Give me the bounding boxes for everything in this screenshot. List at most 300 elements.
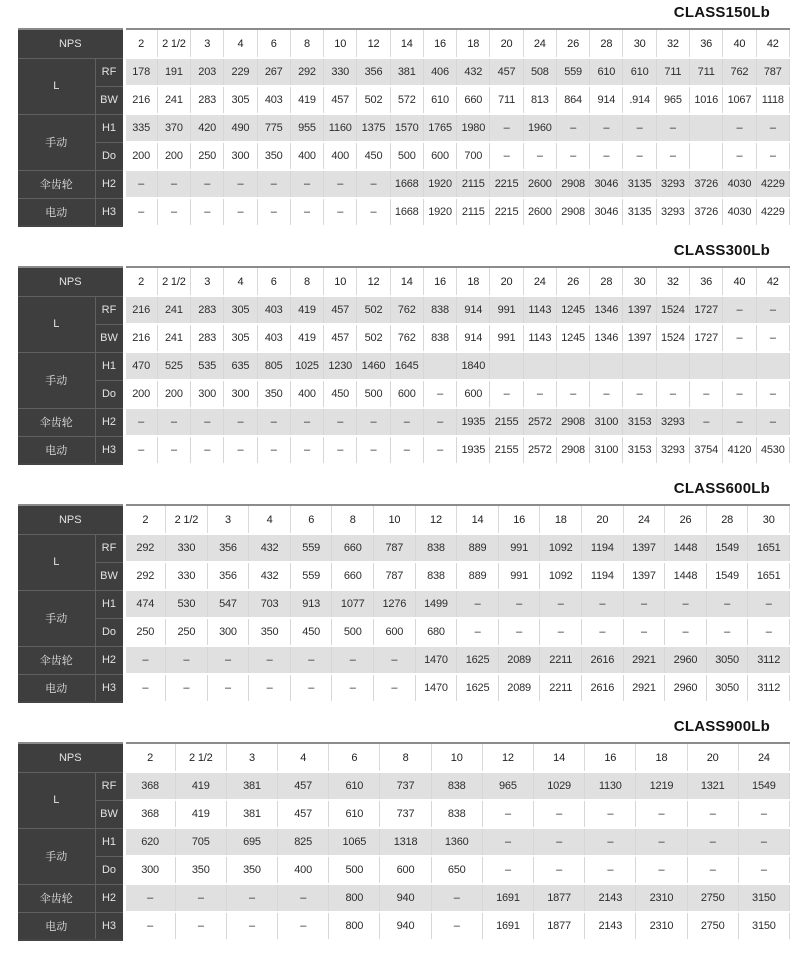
- value-cell: 381: [226, 772, 277, 800]
- value-cell: 2750: [687, 884, 738, 912]
- value-cell: –: [623, 380, 656, 408]
- value-cell: 300: [207, 618, 249, 646]
- nps-column-header: 30: [623, 267, 656, 296]
- value-cell: –: [534, 800, 585, 828]
- value-cell: 2310: [636, 912, 687, 940]
- nps-column-header: 2: [124, 505, 166, 534]
- value-cell: 762: [390, 296, 423, 324]
- value-cell: –: [723, 324, 756, 352]
- value-cell: 432: [249, 562, 291, 590]
- table-row: [18, 324, 790, 352]
- value-cell: 3293: [656, 170, 689, 198]
- value-cell: –: [623, 590, 665, 618]
- value-cell: –: [490, 380, 523, 408]
- value-cell: –: [290, 646, 332, 674]
- value-cell: 292: [124, 534, 166, 562]
- value-cell: –: [332, 674, 374, 702]
- value-cell: –: [482, 800, 533, 828]
- value-cell: [423, 352, 456, 380]
- nps-column-header: 14: [390, 29, 423, 58]
- nps-column-header: 3: [191, 267, 224, 296]
- row-group-label: 电动: [18, 912, 95, 940]
- value-cell: 450: [324, 380, 357, 408]
- value-cell: 457: [490, 58, 523, 86]
- value-cell: 502: [357, 296, 390, 324]
- value-cell: –: [585, 828, 636, 856]
- value-cell: 1219: [636, 772, 687, 800]
- value-cell: [623, 352, 656, 380]
- value-cell: 241: [157, 86, 190, 114]
- value-cell: [690, 114, 723, 142]
- value-cell: [723, 352, 756, 380]
- value-cell: 600: [457, 380, 490, 408]
- value-cell: 457: [324, 324, 357, 352]
- value-cell: 914: [457, 296, 490, 324]
- value-cell: 419: [175, 800, 226, 828]
- value-cell: 2750: [687, 912, 738, 940]
- value-cell: 1920: [423, 170, 456, 198]
- value-cell: 2908: [556, 198, 589, 226]
- table-row: [18, 828, 790, 856]
- value-cell: 1375: [357, 114, 390, 142]
- row-group-label: L: [18, 772, 95, 828]
- value-cell: 2089: [498, 646, 540, 674]
- row-sub-label: RF: [95, 772, 124, 800]
- value-cell: 547: [207, 590, 249, 618]
- value-cell: –: [706, 590, 748, 618]
- nps-column-header: 42: [756, 29, 789, 58]
- value-cell: 838: [431, 800, 482, 828]
- value-cell: 1549: [738, 772, 789, 800]
- table-row: [18, 562, 790, 590]
- value-cell: 335: [124, 114, 157, 142]
- value-cell: .914: [623, 86, 656, 114]
- nps-column-header: 40: [723, 29, 756, 58]
- value-cell: 775: [257, 114, 290, 142]
- value-cell: –: [498, 618, 540, 646]
- value-cell: 1727: [690, 324, 723, 352]
- value-cell: –: [498, 590, 540, 618]
- value-cell: 1470: [415, 674, 457, 702]
- value-cell: –: [582, 590, 624, 618]
- value-cell: –: [590, 142, 623, 170]
- value-cell: –: [390, 408, 423, 436]
- value-cell: [756, 352, 789, 380]
- value-cell: 4530: [756, 436, 789, 464]
- value-cell: –: [623, 114, 656, 142]
- value-cell: 1077: [332, 590, 374, 618]
- row-sub-label: H2: [95, 408, 124, 436]
- value-cell: 450: [290, 618, 332, 646]
- value-cell: 2211: [540, 646, 582, 674]
- value-cell: 1668: [390, 170, 423, 198]
- value-cell: 292: [124, 562, 166, 590]
- value-cell: 403: [257, 296, 290, 324]
- value-cell: 330: [324, 58, 357, 86]
- value-cell: 600: [374, 618, 416, 646]
- nps-column-header: 18: [457, 29, 490, 58]
- value-cell: 350: [226, 856, 277, 884]
- nps-column-header: 20: [490, 267, 523, 296]
- row-sub-label: Do: [95, 142, 124, 170]
- value-cell: 965: [656, 86, 689, 114]
- value-cell: –: [357, 408, 390, 436]
- value-cell: 4030: [723, 198, 756, 226]
- nps-column-header: 8: [332, 505, 374, 534]
- nps-column-header: 6: [257, 267, 290, 296]
- value-cell: 3726: [690, 170, 723, 198]
- value-cell: –: [534, 828, 585, 856]
- nps-column-header: 42: [756, 267, 789, 296]
- value-cell: 1549: [706, 534, 748, 562]
- value-cell: 2310: [636, 884, 687, 912]
- value-cell: 300: [224, 380, 257, 408]
- value-cell: 610: [329, 800, 380, 828]
- value-cell: 200: [124, 142, 157, 170]
- value-cell: 450: [357, 142, 390, 170]
- value-cell: 250: [191, 142, 224, 170]
- value-cell: –: [157, 198, 190, 226]
- value-cell: 3135: [623, 198, 656, 226]
- value-cell: 965: [482, 772, 533, 800]
- nps-column-header: 10: [431, 743, 482, 772]
- value-cell: 680: [415, 618, 457, 646]
- value-cell: 420: [191, 114, 224, 142]
- value-cell: 403: [257, 86, 290, 114]
- nps-column-header: 36: [690, 267, 723, 296]
- table-row: [18, 800, 790, 828]
- value-cell: 800: [329, 884, 380, 912]
- value-cell: 703: [249, 590, 291, 618]
- value-cell: 350: [175, 856, 226, 884]
- value-cell: –: [431, 884, 482, 912]
- value-cell: –: [423, 380, 456, 408]
- table-row: [18, 856, 790, 884]
- value-cell: –: [207, 646, 249, 674]
- row-group-label: 手动: [18, 590, 95, 646]
- nps-column-header: 3: [207, 505, 249, 534]
- table-title: CLASS150Lb: [673, 4, 770, 21]
- row-sub-label: RF: [95, 534, 124, 562]
- value-cell: 1549: [706, 562, 748, 590]
- value-cell: 3100: [590, 408, 623, 436]
- value-cell: –: [157, 170, 190, 198]
- value-cell: 1570: [390, 114, 423, 142]
- value-cell: –: [687, 800, 738, 828]
- value-cell: –: [523, 380, 556, 408]
- value-cell: 500: [390, 142, 423, 170]
- value-cell: 650: [431, 856, 482, 884]
- value-cell: 1360: [431, 828, 482, 856]
- nps-column-header: 26: [556, 267, 589, 296]
- value-cell: 502: [357, 86, 390, 114]
- value-cell: 914: [590, 86, 623, 114]
- row-sub-label: H2: [95, 884, 124, 912]
- nps-column-header: 2 1/2: [157, 267, 190, 296]
- row-group-label: 伞齿轮: [18, 884, 95, 912]
- value-cell: 474: [124, 590, 166, 618]
- row-sub-label: H1: [95, 114, 124, 142]
- value-cell: 1397: [623, 324, 656, 352]
- value-cell: 2921: [623, 646, 665, 674]
- value-cell: 2089: [498, 674, 540, 702]
- value-cell: 229: [224, 58, 257, 86]
- value-cell: –: [423, 408, 456, 436]
- value-cell: 705: [175, 828, 226, 856]
- value-cell: –: [157, 436, 190, 464]
- value-cell: –: [124, 170, 157, 198]
- value-cell: –: [191, 198, 224, 226]
- value-cell: 737: [380, 772, 431, 800]
- row-sub-label: BW: [95, 562, 124, 590]
- value-cell: –: [324, 198, 357, 226]
- nps-column-header: 36: [690, 29, 723, 58]
- value-cell: 356: [357, 58, 390, 86]
- nps-column-header: 8: [380, 743, 431, 772]
- value-cell: –: [738, 856, 789, 884]
- value-cell: 1651: [748, 562, 790, 590]
- row-group-label: 手动: [18, 828, 95, 884]
- value-cell: 1920: [423, 198, 456, 226]
- table-row: [18, 646, 790, 674]
- nps-column-header: 10: [324, 267, 357, 296]
- value-cell: 2921: [623, 674, 665, 702]
- value-cell: 200: [124, 380, 157, 408]
- value-cell: 1276: [374, 590, 416, 618]
- value-cell: 2960: [665, 674, 707, 702]
- value-cell: 1691: [482, 884, 533, 912]
- value-cell: 610: [329, 772, 380, 800]
- value-cell: –: [738, 800, 789, 828]
- nps-column-header: 3: [191, 29, 224, 58]
- value-cell: –: [656, 114, 689, 142]
- value-cell: 305: [224, 296, 257, 324]
- table-row: [18, 58, 790, 86]
- value-cell: –: [636, 856, 687, 884]
- value-cell: 2143: [585, 884, 636, 912]
- value-cell: –: [706, 618, 748, 646]
- nps-column-header: 18: [636, 743, 687, 772]
- value-cell: 991: [498, 562, 540, 590]
- value-cell: 1397: [623, 562, 665, 590]
- table-row: [18, 884, 790, 912]
- value-cell: –: [226, 912, 277, 940]
- value-cell: 838: [415, 534, 457, 562]
- value-cell: 787: [374, 562, 416, 590]
- value-cell: –: [257, 170, 290, 198]
- value-cell: 500: [357, 380, 390, 408]
- nps-column-header: 12: [482, 743, 533, 772]
- row-group-label: 伞齿轮: [18, 646, 95, 674]
- nps-column-header: 4: [278, 743, 329, 772]
- value-cell: –: [431, 912, 482, 940]
- value-cell: [590, 352, 623, 380]
- row-sub-label: RF: [95, 296, 124, 324]
- value-cell: 1321: [687, 772, 738, 800]
- nps-column-header: 2: [124, 743, 175, 772]
- value-cell: 1765: [423, 114, 456, 142]
- table-row: [18, 912, 790, 940]
- value-cell: –: [656, 142, 689, 170]
- value-cell: –: [374, 646, 416, 674]
- nps-column-header: 28: [590, 29, 623, 58]
- value-cell: 2155: [490, 408, 523, 436]
- value-cell: 3050: [706, 646, 748, 674]
- value-cell: –: [290, 408, 323, 436]
- value-cell: –: [482, 856, 533, 884]
- value-cell: 3100: [590, 436, 623, 464]
- nps-column-header: 26: [556, 29, 589, 58]
- value-cell: 200: [157, 142, 190, 170]
- value-cell: [556, 352, 589, 380]
- value-cell: –: [124, 884, 175, 912]
- value-cell: 913: [290, 590, 332, 618]
- value-cell: –: [636, 828, 687, 856]
- value-cell: 3150: [738, 912, 789, 940]
- value-cell: 700: [457, 142, 490, 170]
- value-cell: –: [636, 800, 687, 828]
- value-cell: 350: [257, 380, 290, 408]
- value-cell: 610: [423, 86, 456, 114]
- table-row: [18, 352, 790, 380]
- value-cell: –: [756, 142, 789, 170]
- row-sub-label: Do: [95, 618, 124, 646]
- nps-column-header: 28: [706, 505, 748, 534]
- nps-column-header: 2 1/2: [157, 29, 190, 58]
- value-cell: 3153: [623, 436, 656, 464]
- value-cell: 559: [290, 534, 332, 562]
- value-cell: 500: [332, 618, 374, 646]
- value-cell: 1524: [656, 324, 689, 352]
- value-cell: 400: [324, 142, 357, 170]
- value-cell: 660: [332, 534, 374, 562]
- spec-table-block-2: [18, 242, 790, 465]
- nps-column-header: 24: [523, 29, 556, 58]
- value-cell: 991: [498, 534, 540, 562]
- value-cell: –: [124, 198, 157, 226]
- nps-column-header: 20: [490, 29, 523, 58]
- value-cell: –: [582, 618, 624, 646]
- value-cell: 1194: [582, 562, 624, 590]
- value-cell: 1935: [457, 436, 490, 464]
- nps-column-header: 6: [257, 29, 290, 58]
- value-cell: 419: [290, 86, 323, 114]
- value-cell: –: [191, 408, 224, 436]
- value-cell: 400: [278, 856, 329, 884]
- value-cell: –: [324, 170, 357, 198]
- value-cell: 490: [224, 114, 257, 142]
- value-cell: –: [166, 674, 208, 702]
- value-cell: 559: [290, 562, 332, 590]
- value-cell: 1840: [457, 352, 490, 380]
- value-cell: –: [224, 198, 257, 226]
- value-cell: 1318: [380, 828, 431, 856]
- value-cell: 737: [380, 800, 431, 828]
- nps-column-header: 10: [374, 505, 416, 534]
- value-cell: 838: [423, 324, 456, 352]
- table-row: [18, 142, 790, 170]
- value-cell: –: [540, 590, 582, 618]
- nps-column-header: 28: [590, 267, 623, 296]
- value-cell: 762: [390, 324, 423, 352]
- row-group-label: 手动: [18, 114, 95, 170]
- value-cell: 1470: [415, 646, 457, 674]
- value-cell: –: [207, 674, 249, 702]
- value-cell: [656, 352, 689, 380]
- nps-column-header: 4: [249, 505, 291, 534]
- value-cell: 1625: [457, 674, 499, 702]
- nps-label: NPS: [18, 743, 124, 772]
- value-cell: 1160: [324, 114, 357, 142]
- table-row: [18, 674, 790, 702]
- value-cell: 889: [457, 562, 499, 590]
- value-cell: –: [175, 912, 226, 940]
- nps-column-header: 6: [329, 743, 380, 772]
- value-cell: –: [324, 436, 357, 464]
- value-cell: –: [540, 618, 582, 646]
- value-cell: –: [665, 618, 707, 646]
- value-cell: 2115: [457, 198, 490, 226]
- value-cell: 610: [590, 58, 623, 86]
- value-cell: 2155: [490, 436, 523, 464]
- value-cell: –: [226, 884, 277, 912]
- value-cell: –: [723, 408, 756, 436]
- row-group-label: 手动: [18, 352, 95, 408]
- row-sub-label: H1: [95, 352, 124, 380]
- value-cell: 457: [278, 772, 329, 800]
- nps-column-header: 4: [224, 29, 257, 58]
- value-cell: 660: [332, 562, 374, 590]
- value-cell: –: [556, 380, 589, 408]
- value-cell: –: [756, 408, 789, 436]
- value-cell: –: [748, 618, 790, 646]
- value-cell: –: [249, 674, 291, 702]
- value-cell: 3050: [706, 674, 748, 702]
- value-cell: –: [623, 618, 665, 646]
- value-cell: 457: [324, 296, 357, 324]
- value-cell: 2211: [540, 674, 582, 702]
- value-cell: 1230: [324, 352, 357, 380]
- value-cell: 991: [490, 296, 523, 324]
- row-sub-label: H3: [95, 436, 124, 464]
- value-cell: –: [191, 436, 224, 464]
- value-cell: –: [756, 324, 789, 352]
- value-cell: –: [224, 408, 257, 436]
- table-row: [18, 772, 790, 800]
- nps-column-header: 32: [656, 29, 689, 58]
- value-cell: 2572: [523, 436, 556, 464]
- row-group-label: 电动: [18, 436, 95, 464]
- value-cell: 838: [423, 296, 456, 324]
- value-cell: 3150: [738, 884, 789, 912]
- value-cell: –: [374, 674, 416, 702]
- value-cell: 914: [457, 324, 490, 352]
- value-cell: 1980: [457, 114, 490, 142]
- value-cell: 3293: [656, 436, 689, 464]
- spec-tables-container: [18, 4, 790, 941]
- row-sub-label: BW: [95, 86, 124, 114]
- value-cell: 2600: [523, 198, 556, 226]
- value-cell: –: [687, 828, 738, 856]
- nps-column-header: 3: [226, 743, 277, 772]
- row-group-label: 伞齿轮: [18, 408, 95, 436]
- value-cell: 283: [191, 296, 224, 324]
- value-cell: 559: [556, 58, 589, 86]
- row-group-label: L: [18, 296, 95, 352]
- value-cell: 864: [556, 86, 589, 114]
- value-cell: 457: [324, 86, 357, 114]
- value-cell: –: [748, 590, 790, 618]
